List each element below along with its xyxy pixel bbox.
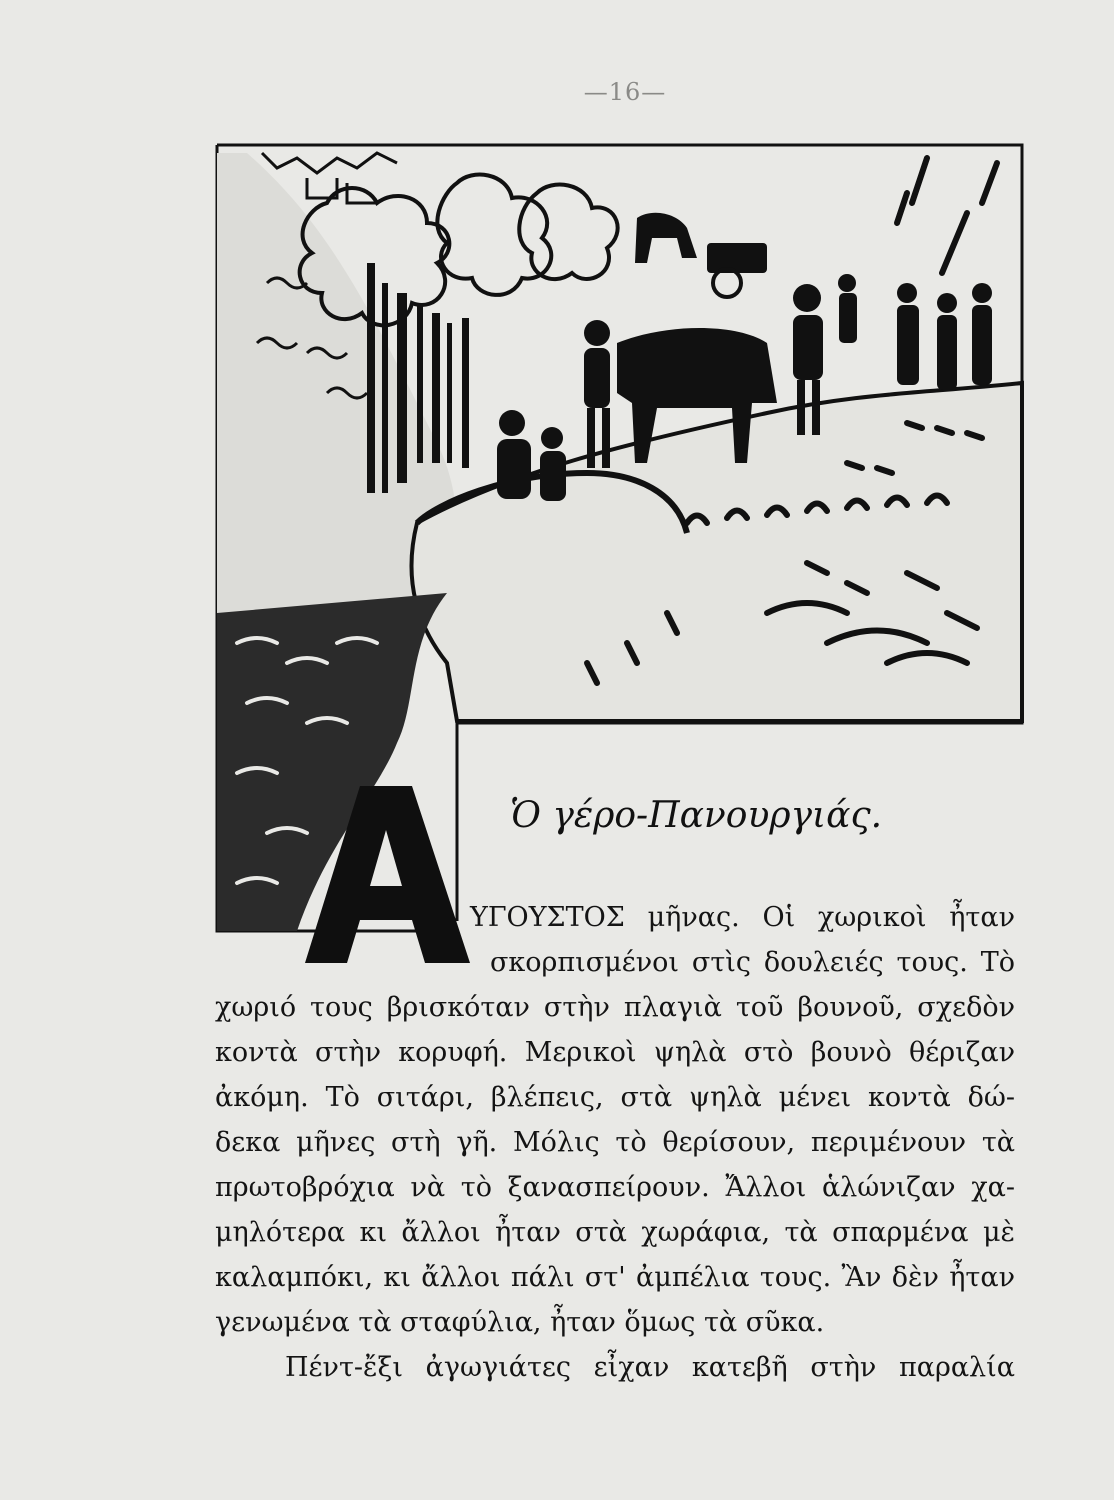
text-line-10: γενωμένα τὰ σταφύλια, ἦταν ὅμως τὰ σῦκα. <box>215 1307 825 1338</box>
drop-cap-letter <box>300 768 475 973</box>
text-line-5: ἀκόμη. Τὸ σιτάρι, βλέπεις, στὰ ψηλὰ μένει κοντὰ δώ- <box>215 1082 1015 1113</box>
text-line-4: κοντὰ στὴν κορυφή. Μερικοὶ ψηλὰ στὸ βουνὸ θέριζαν <box>215 1037 1015 1068</box>
text-line-9: καλαμπόκι, κι ἄλλοι πάλι στ' ἀμπέλια τους. Ἂν δὲν ἦταν <box>215 1262 1015 1293</box>
chapter-title: Ὁ γέρο-Πανουργιάς. <box>510 795 883 836</box>
text-line-6: δεκα μῆνες στὴ γῆ. Μόλις τὸ θερίσουν, περιμένουν τὰ <box>215 1127 1015 1158</box>
text-line-2: σκορπισμένοι στὶς δουλειές τους. Τὸ <box>490 947 1015 978</box>
text-line-3: χωριό τους βρισκόταν στὴν πλαγιὰ τοῦ βουνοῦ, σχεδὸν <box>215 992 1015 1023</box>
page-number: —16— <box>583 78 667 106</box>
text-line-8: μηλότερα κι ἄλλοι ἦταν στὰ χωράφια, τὰ σπαρμένα μὲ <box>215 1217 1015 1248</box>
text-line-1: ΥΓΟΥΣΤΟΣ μῆνας. Οἱ χωρικοὶ ἦταν <box>470 902 1015 933</box>
text-line-7: πρωτοβρόχια νὰ τὸ ξανασπείρουν. Ἄλλοι ἁλώνιζαν χα- <box>215 1172 1015 1203</box>
text-line-11: Πέντ-ἔξι ἀγωγιάτες εἶχαν κατεβῆ στὴν παραλία <box>285 1352 1015 1383</box>
